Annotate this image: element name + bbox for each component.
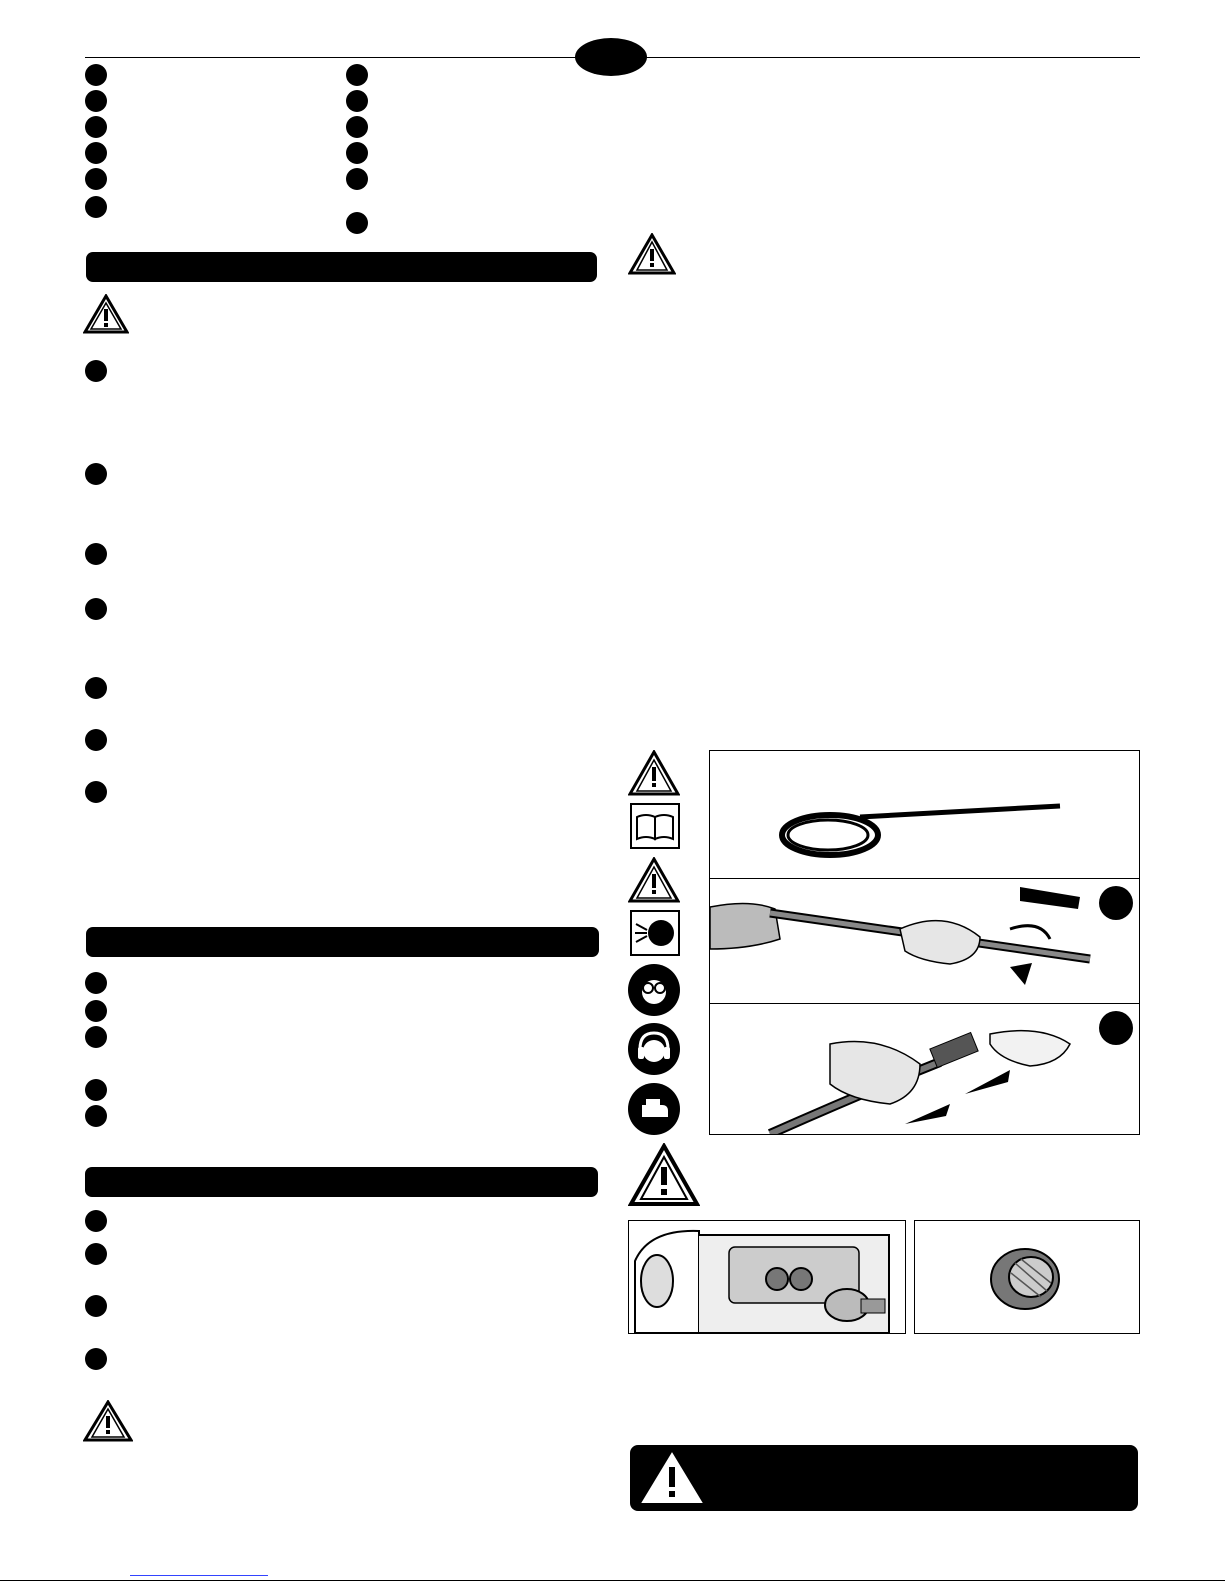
- spray-hazard-icon: [630, 910, 680, 956]
- wear-goggles-icon: [628, 964, 680, 1016]
- warning-triangle-icon: [628, 1143, 700, 1207]
- instruction-bullet: [85, 781, 107, 803]
- index-bullet: [85, 90, 107, 112]
- link-underline[interactable]: [130, 1575, 268, 1576]
- wear-ear-protection-icon: [628, 1023, 680, 1075]
- instruction-bullet: [85, 677, 107, 699]
- instruction-bullet: [85, 1348, 107, 1370]
- instruction-bullet: [85, 543, 107, 565]
- index-bullet: [85, 142, 107, 164]
- section-title: [86, 933, 98, 950]
- warning-banner: [630, 1445, 1138, 1511]
- instruction-bullet: [85, 729, 107, 751]
- warning-triangle-icon: [83, 294, 129, 334]
- warning-triangle-icon: [628, 750, 680, 796]
- footer-rule: [0, 1580, 1225, 1581]
- index-bullet: [346, 212, 368, 234]
- inlet-filter-illustration: [914, 1220, 1140, 1334]
- section-title: [85, 1173, 97, 1190]
- instruction-bullet: [85, 1105, 107, 1127]
- language-badge: [575, 38, 647, 76]
- lance-assembly-illustration: [709, 750, 1140, 1135]
- section-header-bar: [86, 252, 597, 282]
- index-bullet: [346, 168, 368, 190]
- index-bullet: [85, 196, 107, 218]
- index-bullet: [346, 64, 368, 86]
- section-title: [86, 258, 98, 275]
- section-header-bar: [86, 927, 599, 957]
- water-inlet-illustration: [628, 1220, 906, 1334]
- instruction-bullet: [85, 1295, 107, 1317]
- index-bullet: [85, 168, 107, 190]
- section-header-bar: [85, 1167, 598, 1197]
- index-bullet: [346, 116, 368, 138]
- instruction-bullet: [85, 1026, 107, 1048]
- instruction-bullet: [85, 463, 107, 485]
- instruction-bullet: [85, 1210, 107, 1232]
- wear-gloves-icon: [628, 1083, 680, 1135]
- instruction-bullet: [85, 598, 107, 620]
- hose-connect-drawing: [710, 1004, 1139, 1134]
- index-bullet: [85, 64, 107, 86]
- instruction-bullet: [85, 1079, 107, 1101]
- warning-triangle-icon: [640, 1451, 704, 1505]
- warning-triangle-icon: [83, 1400, 133, 1442]
- instruction-bullet: [85, 972, 107, 994]
- hose-coil-drawing: [710, 751, 1139, 879]
- lance-twist-drawing: [710, 879, 1139, 1003]
- instruction-bullet: [85, 1000, 107, 1022]
- warning-triangle-icon: [628, 233, 676, 275]
- index-bullet: [346, 142, 368, 164]
- instruction-bullet: [85, 1243, 107, 1265]
- index-bullet: [346, 90, 368, 112]
- instruction-bullet: [85, 360, 107, 382]
- warning-triangle-icon: [628, 857, 680, 903]
- read-manual-book-icon: [630, 803, 680, 849]
- index-bullet: [85, 116, 107, 138]
